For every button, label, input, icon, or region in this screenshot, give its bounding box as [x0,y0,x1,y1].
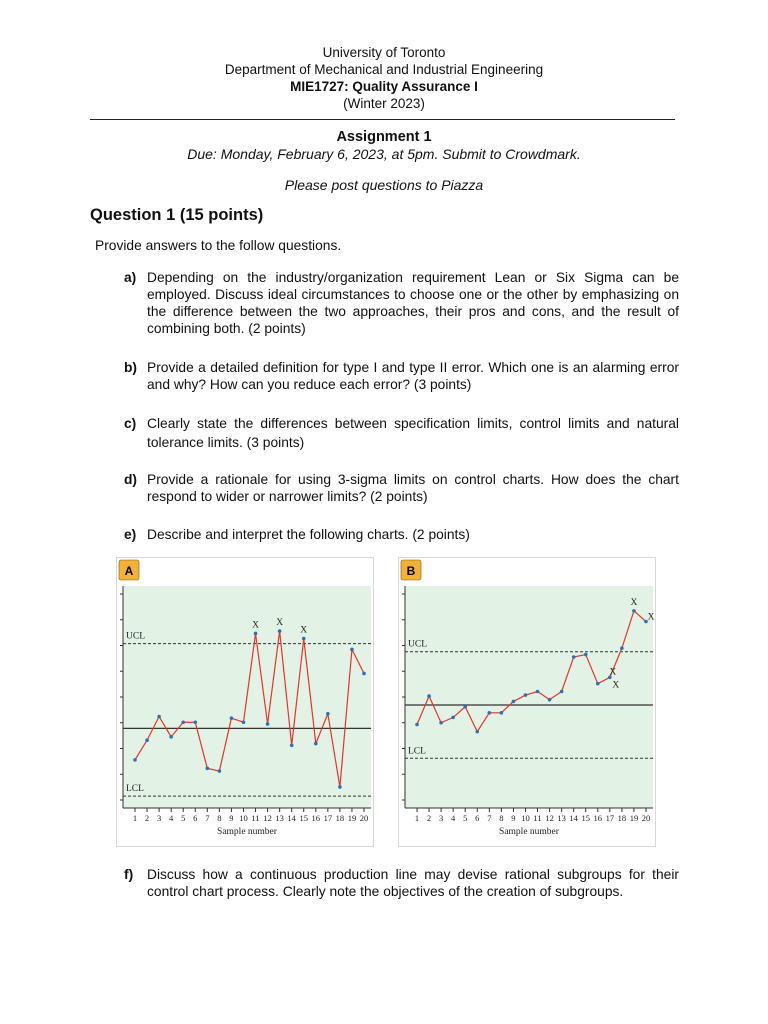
panel-label: B [406,564,416,578]
x-tick-label: 8 [499,813,504,823]
data-point [488,711,492,715]
piazza-note: Please post questions to Piazza [284,177,484,193]
x-tick-label: 3 [156,813,162,823]
x-tick-label: 18 [617,813,627,823]
data-point [266,722,270,726]
data-point [475,730,479,734]
data-point [302,637,306,641]
question-item-d [124,471,679,505]
x-tick-label: 15 [581,813,590,823]
chart-a-svg [116,557,374,847]
panel-label: A [124,564,134,578]
item-text: Clearly state the differences between specification limits, control limits and natural tolerance limits. (3 points) [147,416,679,450]
x-tick-label: 20 [359,813,369,823]
header-divider [90,119,675,120]
x-tick-label: 20 [641,813,651,823]
data-point [314,742,318,746]
x-tick-label: 7 [205,813,210,823]
question-item-a [124,269,679,337]
out-of-control-mark: X [630,597,638,608]
item-text: Describe and interpret the following charts. (2 points) [147,527,470,542]
out-of-control-mark: X [612,680,620,691]
data-point [500,711,504,715]
x-tick-label: 8 [217,813,222,823]
question-item-c [124,414,679,452]
item-label: d) [124,472,138,487]
chart-b-svg [398,557,656,847]
question-item-f [124,866,679,900]
x-tick-label: 1 [414,813,420,823]
x-tick-label: 16 [311,813,321,823]
x-tick-label: 3 [438,813,444,823]
control-chart-a [116,557,374,847]
due-date: Due: Monday, February 6, 2023, at 5pm. Submit to Crowdmark. [187,146,581,162]
x-tick-label: 2 [426,813,432,823]
x-tick-label: 4 [451,813,456,823]
data-point [560,690,564,694]
item-text: Discuss how a continuous production line may devise rational subgroups for their control chart process. Clearly note the objectives of the creation of subgroups. [147,867,679,899]
x-axis-label: Sample number [499,827,559,837]
data-point [632,609,636,613]
item-text: Provide a detailed definition for type I and type II error. Which one is an alarming error and why? How can you reduce each error? (3 points) [147,360,679,392]
course-title: MIE1727: Quality Assurance I [290,79,478,94]
x-tick-label: 16 [593,813,603,823]
out-of-control-mark: X [300,625,308,636]
x-tick-label: 18 [335,813,345,823]
data-point [242,720,246,724]
data-point [206,767,210,771]
data-point [620,646,624,650]
x-tick-label: 11 [251,813,260,823]
data-point [536,690,540,694]
control-chart-b [398,557,656,847]
question-item-b [124,359,679,393]
data-point [338,785,342,789]
question-intro: Provide answers to the follow questions. [95,238,342,253]
x-tick-label: 10 [239,813,248,823]
x-tick-label: 11 [533,813,542,823]
x-tick-label: 2 [144,813,150,823]
lcl-label: LCL [408,746,426,757]
x-tick-label: 1 [132,813,138,823]
ucl-label: UCL [126,631,145,642]
x-axis-label: Sample number [217,827,277,837]
data-point [157,715,161,719]
data-point [290,743,294,747]
x-tick-label: 15 [299,813,308,823]
data-point [193,720,197,724]
x-tick-label: 14 [569,813,578,823]
assignment-title: Assignment 1 [336,129,432,145]
x-tick-label: 9 [229,813,234,823]
item-text: Provide a rationale for using 3-sigma limits on control charts. How does the chart respond to wider or narrower limits? (2 points) [147,472,679,504]
x-tick-label: 19 [347,813,357,823]
ucl-label: UCL [408,639,427,650]
item-label: a) [124,270,137,285]
question-item-e [124,526,679,543]
item-label: b) [124,360,138,375]
data-point [350,648,354,652]
x-tick-label: 13 [557,813,566,823]
x-tick-label: 10 [521,813,530,823]
x-tick-label: 17 [323,813,333,823]
data-point [596,682,600,686]
data-point [278,629,282,633]
out-of-control-mark: X [276,618,284,629]
data-point [133,758,137,762]
item-label: e) [124,527,137,542]
data-point [254,632,258,636]
item-text: Depending on the industry/organization requirement Lean or Six Sigma can be employed. Discuss ideal circumstances to choose one or the other by emphasizing on the difference between the two approaches, their pros and cons, and the result of combining both. (2 points) [147,270,679,336]
item-label: c) [124,416,137,431]
plot-area [405,586,653,808]
data-point [451,716,455,720]
data-point [524,693,528,697]
item-label: f) [124,867,134,882]
lcl-label: LCL [126,784,144,795]
data-point [415,723,419,727]
x-tick-label: 13 [275,813,284,823]
out-of-control-mark: X [647,612,655,623]
data-point [181,720,185,724]
x-tick-label: 9 [511,813,516,823]
university-name: University of Toronto [322,45,446,60]
data-point [169,735,173,739]
data-point [218,769,222,773]
x-tick-label: 19 [629,813,639,823]
data-point [548,698,552,702]
data-point [584,653,588,657]
data-point [427,694,431,698]
x-tick-label: 12 [545,813,554,823]
x-tick-label: 4 [169,813,174,823]
data-point [326,712,330,716]
term: (Winter 2023) [343,96,425,111]
data-point [230,716,234,720]
x-tick-label: 5 [463,813,468,823]
x-tick-label: 6 [475,813,480,823]
question-title: Question 1 (15 points) [90,206,264,224]
data-point [512,700,516,704]
data-point [463,705,467,709]
out-of-control-mark: X [252,620,259,631]
x-tick-label: 6 [193,813,198,823]
data-point [439,721,443,725]
department-name: Department of Mechanical and Industrial Engineering [224,62,544,77]
x-tick-label: 7 [487,813,492,823]
data-point [572,655,576,659]
x-tick-label: 12 [263,813,272,823]
x-tick-label: 17 [605,813,615,823]
data-point [145,738,149,742]
x-tick-label: 14 [287,813,296,823]
x-tick-label: 5 [181,813,186,823]
out-of-control-mark: X [609,667,617,678]
data-point [362,672,366,676]
